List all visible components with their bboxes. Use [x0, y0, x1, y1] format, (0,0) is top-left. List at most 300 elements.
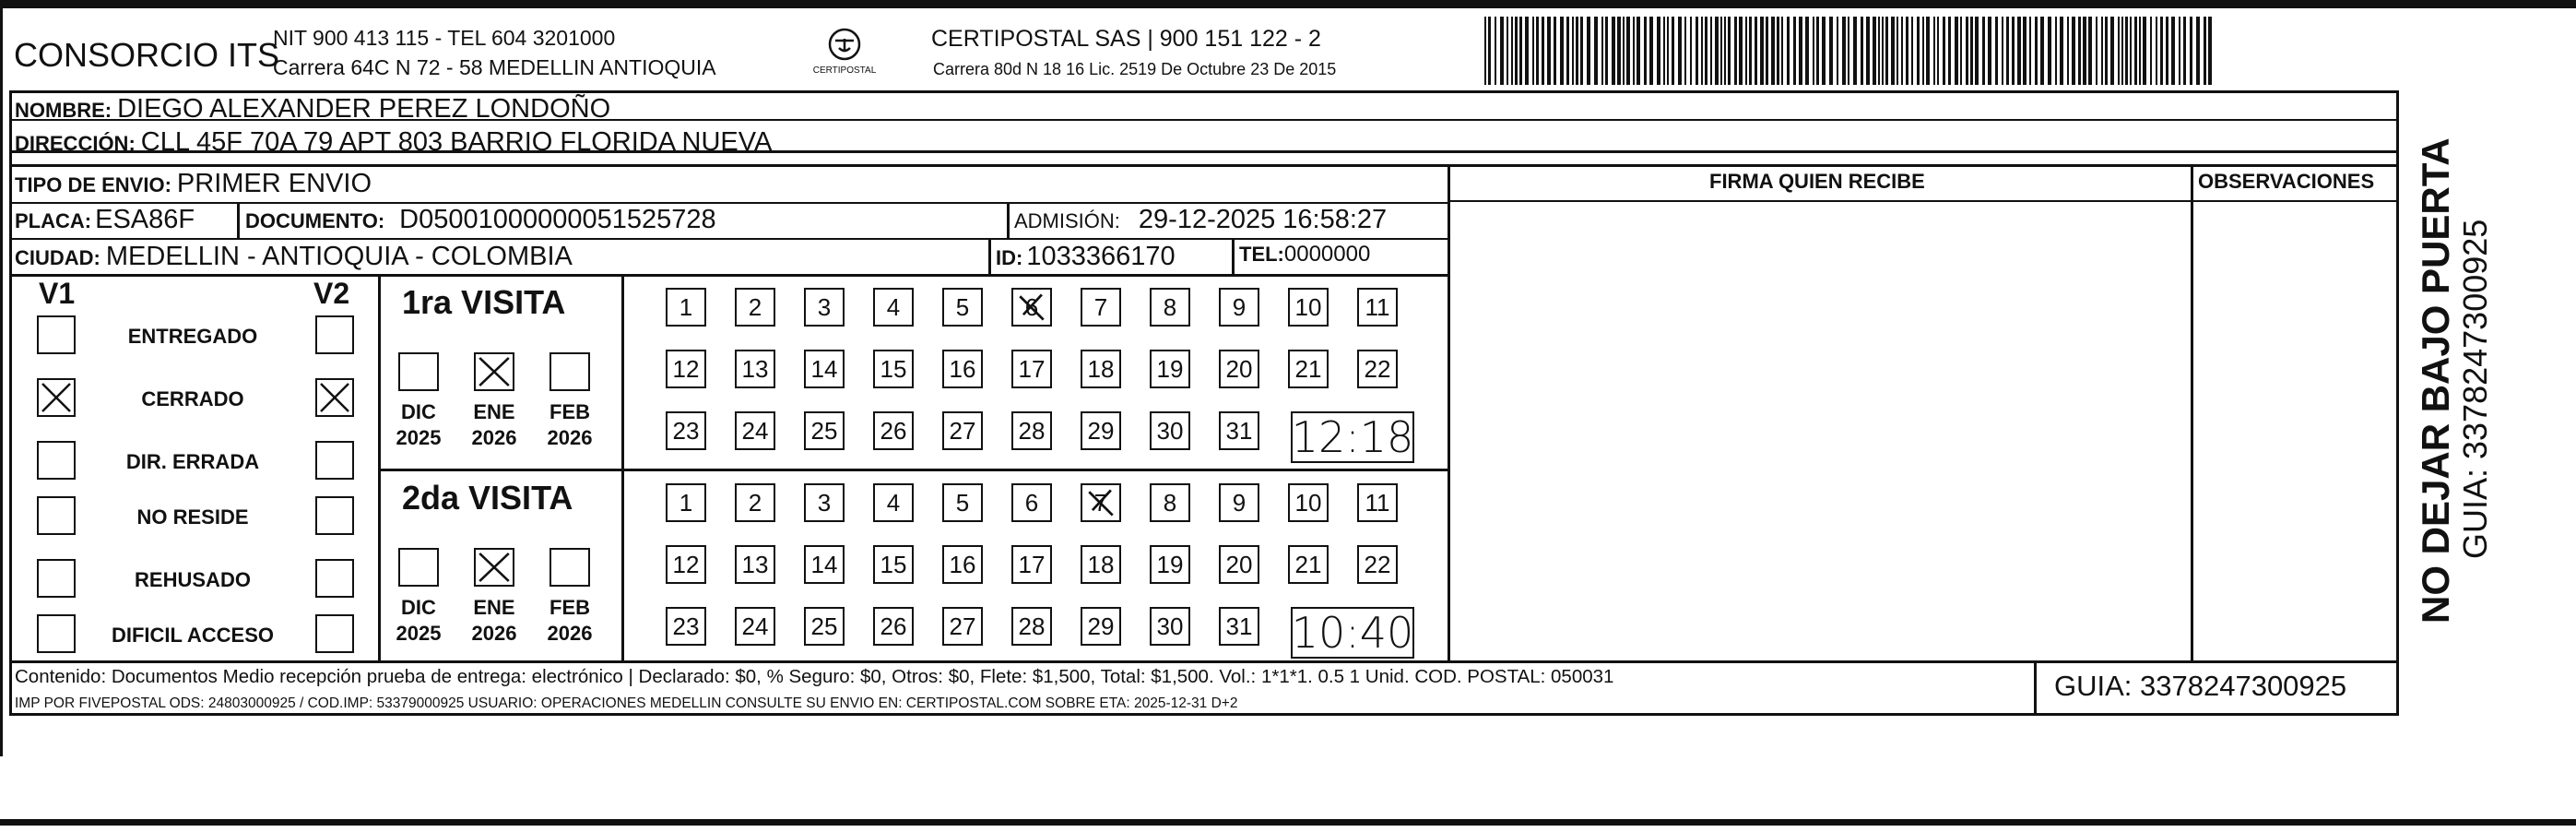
day-number: 24: [741, 416, 769, 445]
barcode-bar: [1873, 17, 1876, 85]
nombre-value: DIEGO ALEXANDER PEREZ LONDOÑO: [117, 94, 611, 124]
v1-checkbox[interactable]: [37, 441, 76, 480]
day-number: 18: [1087, 354, 1115, 383]
day-number: 27: [949, 612, 976, 640]
v1-checkbox[interactable]: [37, 496, 76, 535]
barcode-bar: [1672, 17, 1674, 85]
day-box[interactable]: [1150, 545, 1190, 584]
barcode-bar: [1837, 17, 1838, 85]
day-number: 11: [1365, 488, 1390, 517]
barcode-bar: [1816, 17, 1819, 85]
v2-checkbox[interactable]: [315, 614, 354, 653]
month-label: FEB: [549, 596, 590, 619]
barcode-bar: [1955, 17, 1958, 85]
barcode-bar: [1663, 17, 1665, 85]
day-box[interactable]: [735, 411, 775, 450]
barcode-bar: [1684, 17, 1686, 85]
footer-guia: GUIA: 3378247300925: [2054, 670, 2347, 702]
admision-label: ADMISIÓN:: [1014, 209, 1120, 232]
rule: [1007, 202, 1010, 239]
day-box[interactable]: [1219, 545, 1259, 584]
day-box[interactable]: [804, 607, 845, 646]
day-box[interactable]: [1150, 411, 1190, 450]
id-value: 1033366170: [1026, 242, 1176, 271]
month-label: DIC: [401, 596, 436, 619]
barcode-icon: [1484, 17, 2217, 85]
day-number: 29: [1087, 416, 1115, 445]
barcode-bar: [1960, 17, 1962, 85]
day-box[interactable]: [1288, 483, 1329, 522]
barcode-bar: [1982, 17, 1985, 85]
day-box[interactable]: [1081, 411, 1121, 450]
day-box[interactable]: [1288, 288, 1329, 327]
barcode-bar: [2183, 17, 2186, 85]
barcode-bar: [2012, 17, 2015, 85]
barcode-bar: [2060, 17, 2063, 85]
visit-title: 2da VISITA: [402, 479, 573, 517]
day-number: 10: [1294, 488, 1322, 517]
barcode-bar: [1594, 17, 1598, 85]
day-box[interactable]: [1011, 483, 1052, 522]
placa-value: ESA86F: [95, 205, 195, 234]
barcode-bar: [2105, 17, 2108, 85]
day-box[interactable]: [873, 350, 914, 388]
barcode-bar: [2171, 17, 2175, 85]
day-box[interactable]: [1081, 288, 1121, 327]
barcode-bar: [1678, 17, 1682, 85]
day-number: 5: [955, 488, 970, 517]
tipo-envio-label: TIPO DE ENVIO:: [15, 173, 171, 196]
day-box[interactable]: [942, 288, 983, 327]
status-label: CERRADO: [141, 387, 244, 410]
day-box[interactable]: [942, 411, 983, 450]
barcode-bar: [2029, 17, 2031, 85]
month-checkbox[interactable]: [474, 352, 514, 391]
day-number: 7: [1093, 292, 1108, 321]
day-box[interactable]: [1011, 607, 1052, 646]
v1-checkbox[interactable]: [37, 559, 76, 598]
day-box[interactable]: [1357, 545, 1398, 584]
day-number: 2: [748, 292, 762, 321]
barcode-bar: [1511, 17, 1513, 85]
ciudad-value: MEDELLIN - ANTIOQUIA - COLOMBIA: [105, 242, 573, 271]
barcode-bar: [2067, 17, 2069, 85]
day-box[interactable]: [1357, 350, 1398, 388]
barcode-bar: [1943, 17, 1945, 85]
day-number: 14: [810, 550, 838, 578]
day-box[interactable]: [942, 350, 983, 388]
month-checkbox[interactable]: [549, 548, 590, 587]
barcode-bar: [1728, 17, 1731, 85]
day-box[interactable]: [1288, 545, 1329, 584]
day-number: 11: [1365, 292, 1390, 321]
barcode-bar: [1911, 17, 1913, 85]
day-number: 29: [1087, 612, 1115, 640]
tel-label: TEL:: [1239, 243, 1284, 266]
barcode-bar: [2035, 17, 2038, 85]
day-number: 31: [1225, 416, 1253, 445]
carrier-address: Carrera 80d N 18 16 Lic. 2519 De Octubre 23 De 2015: [933, 60, 1337, 78]
status-label: NO RESIDE: [136, 505, 249, 529]
side-warning: NO DEJAR BAJO PUERTA: [2414, 137, 2457, 624]
day-number: 28: [1018, 416, 1046, 445]
barcode-bar: [1580, 17, 1583, 85]
v1-checkbox[interactable]: [37, 315, 76, 354]
day-mark-icon: [1013, 290, 1050, 325]
v1-checkbox[interactable]: [37, 378, 76, 417]
barcode-bar: [2083, 17, 2086, 85]
side-guia: GUIA: 3378247300925: [2456, 219, 2494, 559]
barcode-bar: [1771, 17, 1775, 85]
day-number: 30: [1156, 612, 1184, 640]
day-box[interactable]: [1011, 411, 1052, 450]
year-label: 2026: [471, 622, 517, 645]
day-box[interactable]: [804, 411, 845, 450]
barcode-bar: [1861, 17, 1863, 85]
day-box[interactable]: [735, 350, 775, 388]
placa-label: PLACA:: [15, 209, 92, 232]
year-label: 2025: [396, 426, 442, 449]
barcode-bar: [1766, 17, 1768, 85]
month-label: ENE: [473, 400, 515, 423]
admision-value: 29-12-2025 16:58:27: [1138, 205, 1388, 234]
year-label: 2026: [471, 426, 517, 449]
barcode-bar: [1781, 17, 1783, 85]
barcode-bar: [2196, 17, 2200, 85]
barcode-bar: [1542, 17, 1544, 85]
year-label: 2025: [396, 622, 442, 645]
day-box[interactable]: [1081, 545, 1121, 584]
day-box[interactable]: [1357, 288, 1398, 327]
barcode-bar: [1587, 17, 1590, 85]
barcode-bar: [1995, 17, 1998, 85]
direccion-label: DIRECCIÓN:: [15, 132, 136, 155]
day-number: 22: [1364, 550, 1391, 578]
contenido-text: Contenido: Documentos Medio recepción prueba de entrega: electrónico | Declarado: $0, % Seguro: $0, Otros: $0, Flete: $1,500, Total: $1,500. Vol.: 1*1*1. 0.5 1 Unid. COD. POSTAL: 050031: [15, 666, 1614, 687]
barcode-bar: [2088, 17, 2092, 85]
barcode-bar: [1519, 17, 1522, 85]
certipostal-logo-icon: [811, 26, 878, 83]
rule: [2034, 660, 2037, 716]
day-box[interactable]: [873, 288, 914, 327]
day-box[interactable]: [873, 545, 914, 584]
barcode-bar: [2078, 17, 2081, 85]
barcode-bar: [1536, 17, 1539, 85]
barcode-bar: [2118, 17, 2120, 85]
status-label: DIR. ERRADA: [125, 450, 260, 473]
barcode-bar: [2048, 17, 2051, 85]
day-number: 2: [748, 488, 762, 517]
day-box[interactable]: [1219, 483, 1259, 522]
barcode-bar: [2160, 17, 2163, 85]
day-number: 27: [949, 416, 976, 445]
day-box[interactable]: [666, 607, 706, 646]
day-box[interactable]: [1011, 288, 1052, 327]
visit-time[interactable]: 10:40: [1291, 608, 1414, 658]
barcode-bar: [1885, 17, 1888, 85]
month-checkbox[interactable]: [398, 548, 439, 587]
barcode-bar: [1649, 17, 1653, 85]
day-box[interactable]: [942, 545, 983, 584]
barcode-bar: [1525, 17, 1529, 85]
barcode-bar: [2023, 17, 2027, 85]
day-number: 17: [1018, 354, 1046, 383]
firma-label: FIRMA QUIEN RECIBE: [1709, 170, 1925, 193]
day-number: 1: [679, 292, 693, 321]
day-box[interactable]: [1150, 288, 1190, 327]
day-box[interactable]: [1150, 350, 1190, 388]
month-label: DIC: [401, 400, 436, 423]
barcode-bar: [1760, 17, 1764, 85]
day-number: 4: [886, 488, 901, 517]
day-box[interactable]: [873, 411, 914, 450]
day-box[interactable]: [735, 607, 775, 646]
barcode-bar: [2002, 17, 2003, 85]
rule: [9, 202, 1449, 204]
barcode-bar: [2150, 17, 2152, 85]
barcode-bar: [2208, 17, 2212, 85]
barcode-bar: [1866, 17, 1870, 85]
day-mark-icon: [1082, 485, 1119, 520]
visit-time[interactable]: 12:18: [1291, 412, 1414, 462]
barcode-bar: [2121, 17, 2123, 85]
day-number: 20: [1225, 354, 1253, 383]
day-box[interactable]: [804, 350, 845, 388]
day-number: 17: [1018, 550, 1046, 578]
day-box[interactable]: [1219, 411, 1259, 450]
day-number: 19: [1156, 354, 1184, 383]
barcode-bar: [1601, 17, 1603, 85]
barcode-bar: [1926, 17, 1930, 85]
day-box[interactable]: [1150, 483, 1190, 522]
barcode-bar: [1829, 17, 1833, 85]
day-number: 16: [949, 550, 976, 578]
barcode-bar: [2101, 17, 2103, 85]
barcode-bar: [1576, 17, 1578, 85]
day-box[interactable]: [1081, 483, 1121, 522]
day-box[interactable]: [1011, 545, 1052, 584]
barcode-bar: [2134, 17, 2137, 85]
day-box[interactable]: [942, 483, 983, 522]
v2-checkbox[interactable]: [315, 315, 354, 354]
day-number: 16: [949, 354, 976, 383]
day-number: 12: [672, 354, 700, 383]
barcode-bar: [1745, 17, 1747, 85]
barcode-bar: [1612, 17, 1615, 85]
day-number: 26: [880, 612, 907, 640]
barcode-bar: [1777, 17, 1779, 85]
logo-caption: CERTIPOSTAL: [812, 65, 877, 76]
id-label: ID:: [996, 246, 1023, 269]
day-number: 13: [741, 550, 769, 578]
day-box[interactable]: [1219, 350, 1259, 388]
barcode-bar: [2139, 17, 2141, 85]
day-box[interactable]: [1081, 607, 1121, 646]
left-edge: [0, 0, 3, 756]
day-box[interactable]: [1288, 350, 1329, 388]
v2-checkbox[interactable]: [315, 496, 354, 535]
day-box[interactable]: [666, 545, 706, 584]
barcode-bar: [1720, 17, 1722, 85]
rule: [9, 164, 2399, 167]
day-box[interactable]: [666, 350, 706, 388]
barcode-bar: [1734, 17, 1737, 85]
day-box[interactable]: [804, 483, 845, 522]
barcode-bar: [1878, 17, 1880, 85]
year-label: 2026: [547, 622, 593, 645]
day-number: 5: [955, 292, 970, 321]
barcode-bar: [1715, 17, 1719, 85]
barcode-bar: [1749, 17, 1752, 85]
day-box[interactable]: [735, 483, 775, 522]
barcode-bar: [1848, 17, 1849, 85]
nombre-label: NOMBRE:: [15, 99, 112, 122]
day-number: 10: [1294, 292, 1322, 321]
barcode-bar: [1623, 17, 1625, 85]
barcode-bar: [1690, 17, 1692, 85]
day-number: 23: [672, 416, 700, 445]
barcode-bar: [1948, 17, 1951, 85]
month-checkbox[interactable]: [398, 352, 439, 391]
barcode-bar: [1787, 17, 1790, 85]
barcode-bar: [2143, 17, 2146, 85]
barcode-bar: [1922, 17, 1924, 85]
rule: [9, 660, 2399, 663]
day-box[interactable]: [1219, 288, 1259, 327]
barcode-bar: [2055, 17, 2057, 85]
day-box[interactable]: [1219, 607, 1259, 646]
day-box[interactable]: [666, 411, 706, 450]
barcode-bar: [2130, 17, 2132, 85]
month-checkbox[interactable]: [474, 548, 514, 587]
day-box[interactable]: [804, 288, 845, 327]
day-number: 21: [1294, 354, 1322, 383]
observaciones-area[interactable]: [2193, 202, 2398, 661]
day-number: 18: [1087, 550, 1115, 578]
day-number: 30: [1156, 416, 1184, 445]
barcode-bar: [2096, 17, 2097, 85]
v2-checkbox[interactable]: [315, 378, 354, 417]
barcode-bar: [1484, 17, 1486, 85]
barcode-bar: [1793, 17, 1796, 85]
barcode-bar: [2125, 17, 2128, 85]
status-label: ENTREGADO: [127, 325, 258, 348]
carrier-name: CERTIPOSTAL SAS | 900 151 122 - 2: [931, 26, 1321, 52]
imp-text: IMP POR FIVEPOSTAL ODS: 24803000925 / COD.IMP: 53379000925 USUARIO: OPERACIONES MEDELLIN CONSULTE SU ENVIO EN: CERTIPOSTAL.COM SOBRE ETA: 2025-12-31 D+2: [15, 695, 1238, 711]
v1-checkbox[interactable]: [37, 614, 76, 653]
barcode-bar: [2204, 17, 2206, 85]
v2-checkbox[interactable]: [315, 559, 354, 598]
documento-value: D05001000000051525728: [399, 205, 716, 234]
barcode-bar: [2156, 17, 2157, 85]
day-box[interactable]: [666, 483, 706, 522]
day-box[interactable]: [942, 607, 983, 646]
barcode-bar: [1701, 17, 1703, 85]
barcode-bar: [1566, 17, 1569, 85]
day-number: 12: [672, 550, 700, 578]
barcode-bar: [1755, 17, 1757, 85]
day-box[interactable]: [735, 288, 775, 327]
day-number: 14: [810, 354, 838, 383]
day-number: 22: [1364, 354, 1391, 383]
barcode-bar: [1560, 17, 1564, 85]
day-box[interactable]: [1081, 350, 1121, 388]
barcode-bar: [1853, 17, 1857, 85]
barcode-bar: [1554, 17, 1556, 85]
barcode-bar: [2110, 17, 2114, 85]
month-checkbox[interactable]: [549, 352, 590, 391]
day-number: 6: [1024, 488, 1039, 517]
day-box[interactable]: [1150, 607, 1190, 646]
day-box[interactable]: [804, 545, 845, 584]
day-number: 23: [672, 612, 700, 640]
barcode-bar: [1739, 17, 1743, 85]
day-number: 25: [810, 416, 838, 445]
barcode-bar: [1657, 17, 1660, 85]
barcode-bar: [1966, 17, 1968, 85]
tel-value: 0000000: [1283, 242, 1371, 267]
v2-label: V2: [313, 277, 350, 310]
company-nit: NIT 900 413 115 - TEL 604 3201000: [273, 26, 616, 50]
v2-checkbox[interactable]: [315, 441, 354, 480]
company-name: CONSORCIO ITS: [14, 36, 280, 74]
barcode-bar: [1805, 17, 1809, 85]
barcode-bar: [1975, 17, 1979, 85]
barcode-bar: [1822, 17, 1826, 85]
barcode-bar: [1813, 17, 1814, 85]
observaciones-label: OBSERVACIONES: [2198, 170, 2375, 193]
day-number: 31: [1225, 612, 1253, 640]
day-box[interactable]: [873, 483, 914, 522]
barcode-bar: [1515, 17, 1518, 85]
company-address: Carrera 64C N 72 - 58 MEDELLIN ANTIOQUIA: [273, 55, 716, 79]
day-box[interactable]: [1357, 483, 1398, 522]
status-label: DIFICIL ACCESO: [111, 624, 274, 647]
barcode-bar: [1547, 17, 1551, 85]
day-box[interactable]: [1011, 350, 1052, 388]
barcode-bar: [1988, 17, 1991, 85]
barcode-bar: [1906, 17, 1908, 85]
barcode-bar: [1626, 17, 1630, 85]
barcode-bar: [1617, 17, 1621, 85]
barcode-bar: [1500, 17, 1504, 85]
barcode-bar: [1633, 17, 1635, 85]
day-number: 15: [880, 354, 907, 383]
day-box[interactable]: [735, 545, 775, 584]
day-number: 3: [817, 292, 832, 321]
signature-area[interactable]: [1448, 202, 2191, 661]
day-number: 9: [1232, 488, 1247, 517]
month-label: FEB: [549, 400, 590, 423]
barcode-bar: [1705, 17, 1707, 85]
tipo-envio-value: PRIMER ENVIO: [176, 169, 372, 198]
status-label: REHUSADO: [135, 568, 251, 591]
day-number: 25: [810, 612, 838, 640]
barcode-bar: [1917, 17, 1920, 85]
barcode-bar: [2006, 17, 2009, 85]
day-box[interactable]: [873, 607, 914, 646]
barcode-bar: [1937, 17, 1939, 85]
barcode-bar: [1842, 17, 1846, 85]
barcode-bar: [1901, 17, 1903, 85]
day-number: 7: [1093, 488, 1108, 517]
day-box[interactable]: [666, 288, 706, 327]
visit-title: 1ra VISITA: [402, 283, 566, 321]
barcode-bar: [1882, 17, 1884, 85]
rule: [1232, 238, 1235, 275]
barcode-bar: [1637, 17, 1640, 85]
barcode-bar: [2040, 17, 2044, 85]
